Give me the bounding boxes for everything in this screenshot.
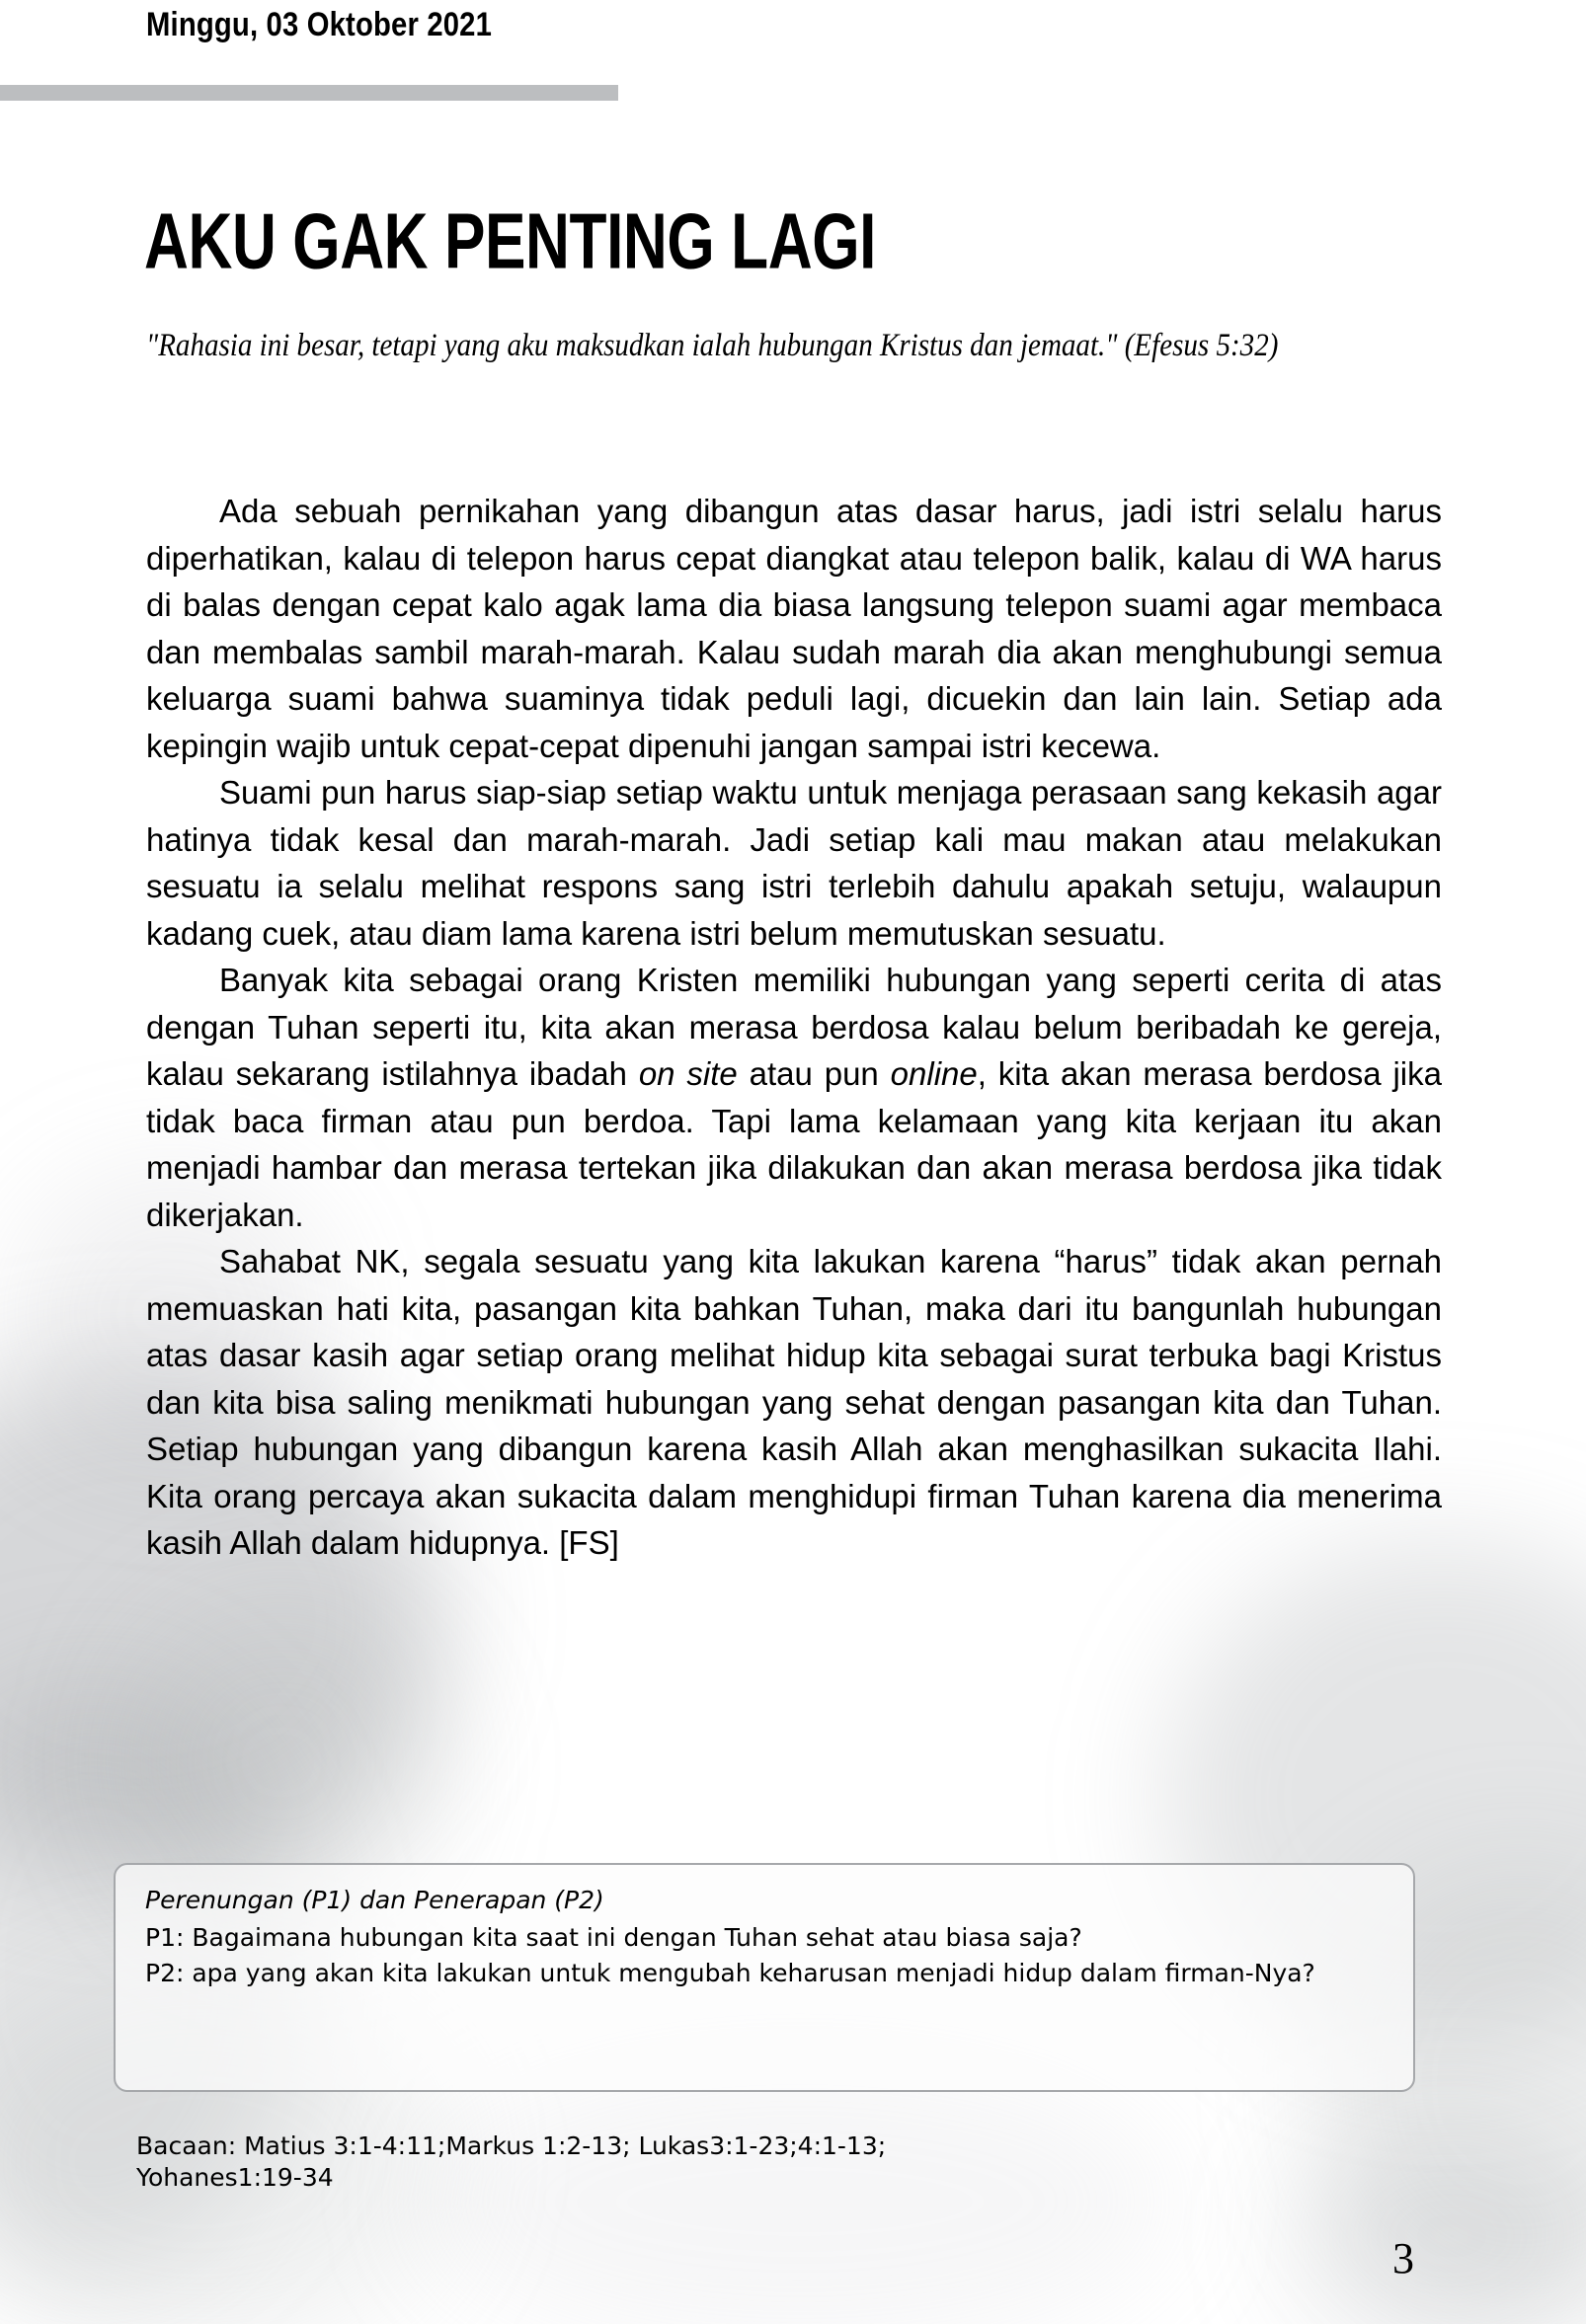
header-rule-bar <box>0 85 618 101</box>
reflection-question-p1: P1: Bagaimana hubungan kita saat ini dengan Tuhan sehat atau biasa saja? <box>145 1923 1082 1952</box>
page-title: AKU GAK PENTING LAGI <box>144 195 876 285</box>
article-body <box>146 488 1442 1567</box>
reflection-title: Perenungan (P1) dan Penerapan (P2) <box>145 1886 604 1914</box>
reflection-question-p2: P2: apa yang akan kita lakukan untuk mengubah keharusan menjadi hidup dalam firman-Nya? <box>145 1959 1315 1987</box>
term-online: online <box>890 1055 978 1092</box>
bible-reading-line-2: Yohanes1:19-34 <box>136 2163 334 2192</box>
scripture-reference: (Efesus 5:32) <box>1124 328 1279 363</box>
body-paragraph-2: Suami pun harus siap-siap setiap waktu untuk menjaga perasaan sang kekasih agar hatinya tidak kesal dan marah-marah. Jadi setiap kali mau makan atau melakukan sesuatu ia selalu melihat respons sang istri terlebih dahulu apakah setuju, walaupun kadang cuek, atau diam lama karena istri belum memutuskan sesuatu. <box>146 774 1442 952</box>
body-paragraph-4: Sahabat NK, segala sesuatu yang kita lakukan karena “harus” tidak akan pernah memuaskan hati kita, pasangan kita bahkan Tuhan, maka dari itu bangunlah hubungan atas dasar kasih agar setiap orang melihat hidup kita sebagai surat terbuka bagi Kristus dan kita bisa saling menikmati hubungan yang sehat dengan pasangan kita dan Tuhan. Setiap hubungan yang dibangun karena kasih Allah akan menghasilkan sukacita Ilahi. Kita orang percaya akan sukacita dalam menghidupi firman Tuhan karena dia menerima kasih Allah dalam hidupnya. [FS] <box>146 1243 1442 1561</box>
reflection-box <box>114 1863 1415 2092</box>
page-number: 3 <box>1392 2234 1414 2283</box>
body-paragraph-3 <box>146 957 1442 1238</box>
term-on-site: on site <box>638 1055 738 1092</box>
scripture-quote: "Rahasia ini besar, tetapi yang aku maksudkan ialah hubungan Kristus dan jemaat." <box>146 328 1118 363</box>
scripture-verse <box>146 326 1294 367</box>
bible-reading-line-1: Bacaan: Matius 3:1-4:11;Markus 1:2-13; Lukas3:1-23;4:1-13; <box>136 2131 887 2160</box>
bible-reading-plan <box>136 2130 1272 2194</box>
body-paragraph-1: Ada sebuah pernikahan yang dibangun atas dasar harus, jadi istri selalu harus diperhatikan, kalau di telepon harus cepat diangkat atau telepon balik, kalau di WA harus di balas dengan cepat kalo agak lama dia biasa langsung telepon suami agar membaca dan membalas sambil marah-marah. Kalau sudah marah dia akan menghubungi semua keluarga suami bahwa suaminya tidak peduli lagi, dicuekin dan lain lain. Setiap ada kepingin wajib untuk cepat-cepat dipenuhi jangan sampai istri kecewa. <box>146 493 1442 764</box>
publication-date: Minggu, 03 Oktober 2021 <box>146 6 493 43</box>
body-paragraph-3-part-3: , kita akan merasa berdosa jika tidak baca firman atau pun berdoa. Tapi lama kelamaan yang kita kerjaan itu akan menjadi hambar dan merasa tertekan jika dilakukan dan akan merasa berdosa jika tidak dikerjakan. <box>146 1055 1442 1233</box>
body-paragraph-3-part-1: Banyak kita sebagai orang Kristen memiliki hubungan yang seperti cerita di atas dengan Tuhan seperti itu, kita akan merasa berdosa kalau belum beribadah ke gereja, kalau sekarang istilahnya ibadah <box>146 962 1442 1092</box>
body-paragraph-3-part-2: atau pun <box>737 1055 891 1092</box>
